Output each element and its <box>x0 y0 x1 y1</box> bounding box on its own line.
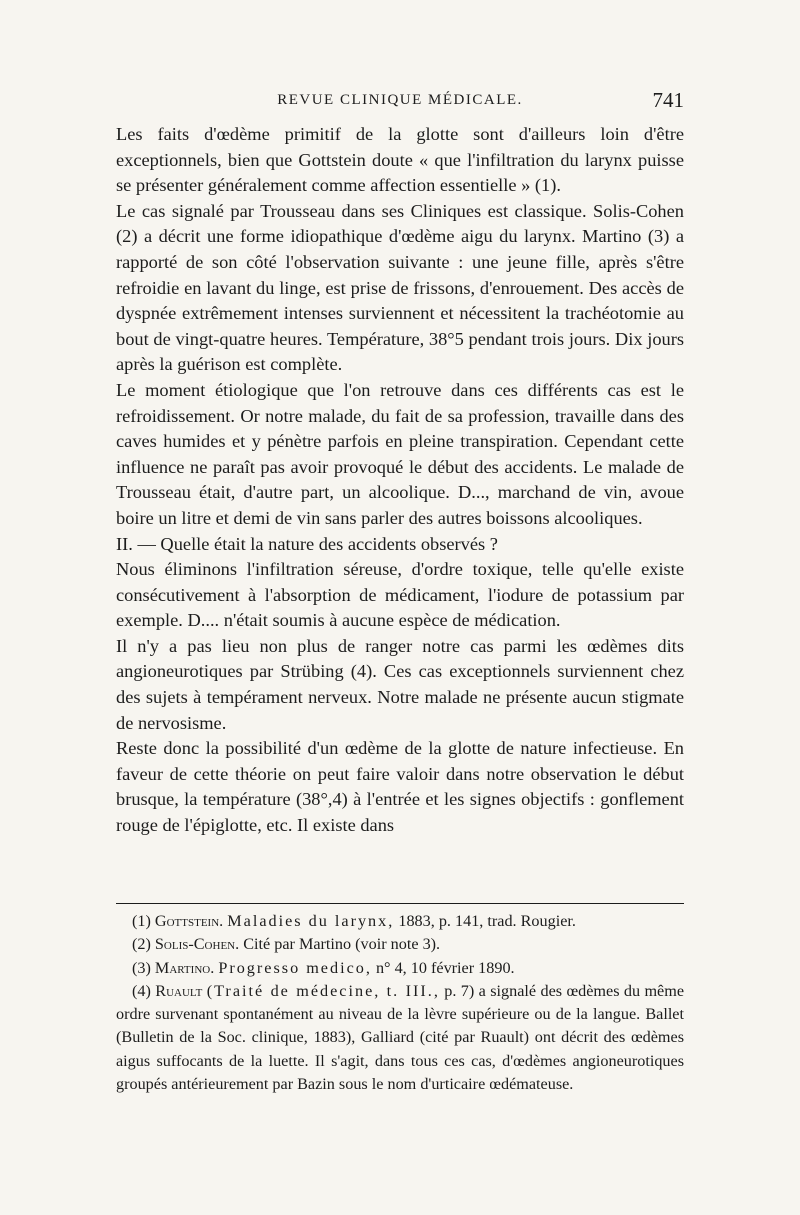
running-title: REVUE CLINIQUE MÉDICALE. <box>277 92 523 108</box>
footnote-marker: (2) <box>132 935 151 954</box>
footnote-text: p. 7) a signalé des œdèmes du même ordre survenant spontanément au niveau de la lèvre supérieure ou de la langue. Ballet (Bulletin de la Soc. clinique, 1883), Galliard (cité par Ruault) ont décrit des œdèmes aigus suffocants de la luette. Il s'agit, dans tous ces cas, d'œdèmes angioneurotiques groupés antérieurement par Bazin sous le nom d'urticaire œdémateuse. <box>116 981 685 1094</box>
paragraph: Il n'y a pas lieu non plus de ranger notre cas parmi les œdèmes dits angioneurotiques par Strübing (4). Ces cas exceptionnels surviennent chez des sujets à tempérament nerveux. Notre malade ne présente aucun stigmate de nervosisme. <box>116 635 684 733</box>
footnote-work: Progresso medico, <box>218 958 372 977</box>
footnote <box>116 910 684 933</box>
footnote-work: Maladies du larynx, <box>227 912 395 930</box>
footnotes <box>116 910 684 1096</box>
footnote-author: Solis-Cohen. <box>154 935 240 954</box>
page-number: 741 <box>652 88 684 112</box>
paragraph: Nous éliminons l'infiltration séreuse, d'ordre toxique, telle qu'elle existe consécutivement à l'absorption de médicament, l'iodure de potassium par exemple. D.... n'était soumis à aucune espèce de médication. <box>116 559 684 631</box>
page-header <box>116 88 684 118</box>
footnote-text: 1883, p. 141, trad. Rougier. <box>398 912 576 930</box>
footnote-text: Cité par Martino (voir note 3). <box>243 935 441 954</box>
footnote-author: Martino. <box>154 958 215 977</box>
footnote-rule <box>116 903 684 904</box>
footnote-text: n° 4, 10 février 1890. <box>375 958 515 977</box>
footnote-marker: (4) <box>132 981 151 1000</box>
footnote <box>116 933 684 956</box>
footnote <box>116 957 684 980</box>
footnote-author: Ruault <box>155 981 203 1000</box>
paragraph: Reste donc la possibilité d'un œdème de la glotte de nature infectieuse. En faveur de cette théorie on peut faire valoir dans notre observation le début brusque, la température (38°,4) à l'entrée et les signes objectifs : gonflement rouge de l'épiglotte, etc. Il existe dans <box>116 738 684 836</box>
paragraph: Les faits d'œdème primitif de la glotte sont d'ailleurs loin d'être exceptionnels, bien que Gottstein doute « que l'infiltration du larynx puisse se présenter généralement comme affection essentielle » (1). <box>116 124 684 196</box>
footnote-work: (Traité de médecine, t. III., <box>206 981 440 1000</box>
paragraph: Le cas signalé par Trousseau dans ses Cliniques est classique. Solis-Cohen (2) a décrit une forme idiopathique d'œdème aigu du larynx. Martino (3) a rapporté de son côté l'observation suivante : une jeune fille, après s'être refroidie en lavant du linge, est prise de frissons, d'enrouement. Des accès de dyspnée extrêmement intenses surviennent et nécessitent la trachéotomie au bout de vingt-quatre heures. Température, 38°5 pendant trois jours. Dix jours après la guérison est complète. <box>116 200 684 375</box>
footnote-marker: (3) <box>132 958 151 977</box>
body-text <box>116 122 684 839</box>
paragraph: Le moment étiologique que l'on retrouve dans ces différents cas est le refroidissement. Or notre malade, du fait de sa profession, travaille dans des caves humides et y pénètre parfois en pleine transpiration. Cependant cette influence ne paraît pas avoir provoqué le début des accidents. Le malade de Trousseau était, d'autre part, un alcoolique. D..., marchand de vin, avoue boire un litre et demi de vin sans parler des autres boissons alcooliques. <box>116 379 684 528</box>
footnote-marker: (1) <box>132 912 151 930</box>
footnote <box>116 980 684 1096</box>
footnote-author: Gottstein. <box>154 912 224 930</box>
section-heading: II. — Quelle était la nature des accidents observés ? <box>116 533 498 554</box>
